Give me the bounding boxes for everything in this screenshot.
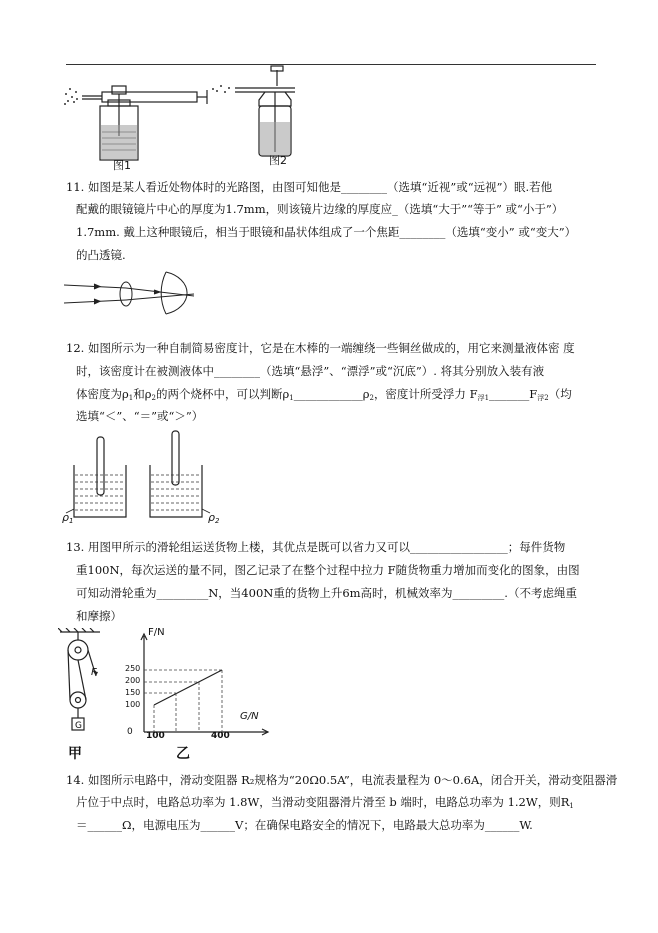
q11-line-3: 1.7mm. 戴上这种眼镜后，相当于眼镜和晶状体组成了一个焦距________（选填“变小” 或“变大”） — [76, 225, 577, 239]
q12-sub-f: 浮2 — [537, 394, 549, 402]
q11-line-4: 的凸透镜. — [76, 248, 126, 262]
figure-2-spray-bottle — [205, 64, 315, 164]
force-weight-graph — [120, 632, 270, 742]
q14-line-2-text: 片位于中点时，电路总功率为 1.8W，当滑动变阻器滑片滑至 b 端时，电路总功率为 1.2W，则R — [76, 795, 570, 809]
q14-r1-sub: 1 — [569, 802, 574, 810]
header-rule — [66, 64, 596, 65]
graph-y-tick-150: 150 — [125, 688, 141, 697]
q12-sub-a: 1 — [128, 394, 134, 402]
q12-sub-c: 1 — [289, 394, 294, 402]
q12-line-1: 12. 如图所示为一种自制简易密度计，它是在木棒的一端缠绕一些铜丝做成的，用它来测量液体密 度 — [66, 341, 575, 355]
q12-text-d: ____________ρ — [293, 387, 370, 401]
q12-text-b: 和ρ — [133, 387, 152, 401]
q13-line-1: 13. 用图甲所示的滑轮组运送货物上楼，其优点是既可以省力又可以_________________；每件货物 — [66, 540, 566, 554]
graph-y-axis-label: F/N — [148, 627, 165, 638]
q14-line-1: 14. 如图所示电路中，滑动变阻器 R₂规格为“20Ω0.5A”，电流表量程为 0～0.6A，闭合开关，滑动变阻器滑 — [66, 773, 618, 787]
q12-text-f: _______F — [489, 387, 538, 401]
q13-line-4: 和摩擦） — [76, 609, 122, 623]
pulley-system-figure — [58, 628, 108, 743]
graph-x-axis-label: G/N — [240, 711, 259, 722]
q12-line-3 — [76, 387, 572, 405]
q14-line-3: ＝______Ω，电源电压为______V；在确保电路安全的情况下，电路最大总功率为______W. — [76, 818, 533, 832]
pulley-force-label: F — [91, 667, 97, 678]
q12-line-2: 时，该密度计在被测液体中________（选填“悬浮”、“漂浮”或“沉底”）. 将其分别放入装有液 — [76, 364, 545, 378]
graph-origin-label: 0 — [127, 727, 133, 737]
rho-2-label — [208, 511, 219, 525]
rho-1-label — [62, 511, 73, 525]
q12-text-g: （均 — [548, 387, 572, 401]
q12-text-e: ，密度计所受浮力 F — [373, 387, 478, 401]
pulley-weight-label: G — [75, 721, 82, 731]
figure-yi-label: 乙 — [176, 746, 190, 762]
q12-sub-b: 2 — [151, 394, 156, 402]
q12-sub-e: 浮1 — [477, 394, 490, 402]
figure-jia-label: 甲 — [68, 746, 82, 762]
q11-line-2: 配戴的眼镜镜片中心的厚度为1.7mm，则该镜片边缘的厚度应_（选填“大于”“等于” 或“小于”） — [76, 202, 564, 216]
figure-1-syringe-bottle — [62, 70, 212, 170]
graph-x-tick-100: 100 — [146, 731, 165, 741]
rho-1-symbol: ρ — [62, 511, 69, 524]
graph-y-tick-200: 200 — [125, 676, 141, 685]
q14-line-2 — [76, 795, 574, 813]
q12-line-4: 选填“＜”、“＝”或“＞”） — [76, 409, 204, 423]
hydrometer-beakers-figure — [62, 425, 242, 525]
q13-line-3: 可知动滑轮重为_________N，当400N重的货物上升6m高时，机械效率为_________.（不考虑绳重 — [76, 586, 577, 600]
rho-1-sub: 1 — [68, 517, 74, 525]
rho-2-symbol: ρ — [208, 511, 215, 524]
graph-y-tick-100: 100 — [125, 700, 141, 709]
q11-line-1: 11. 如图是某人看近处物体时的光路图，由图可知他是________（选填“近视”或“远视”）眼.若他 — [66, 180, 553, 194]
rho-2-sub: 2 — [214, 517, 220, 525]
q13-line-2: 重100N，每次运送的量不同，图乙记录了在整个过程中拉力 F随货物重力增加而变化的图象，由图 — [76, 563, 580, 577]
eye-light-path-diagram — [64, 268, 199, 318]
q12-sub-d: 2 — [369, 394, 374, 402]
graph-y-tick-250: 250 — [125, 664, 141, 673]
q12-text-a: 体密度为ρ — [76, 387, 129, 401]
figure-1-caption: 图1 — [113, 159, 131, 172]
figure-2-caption: 图2 — [269, 154, 287, 167]
q12-text-c: 的两个烧杯中，可以判断ρ — [155, 387, 290, 401]
graph-x-tick-400: 400 — [211, 731, 230, 741]
